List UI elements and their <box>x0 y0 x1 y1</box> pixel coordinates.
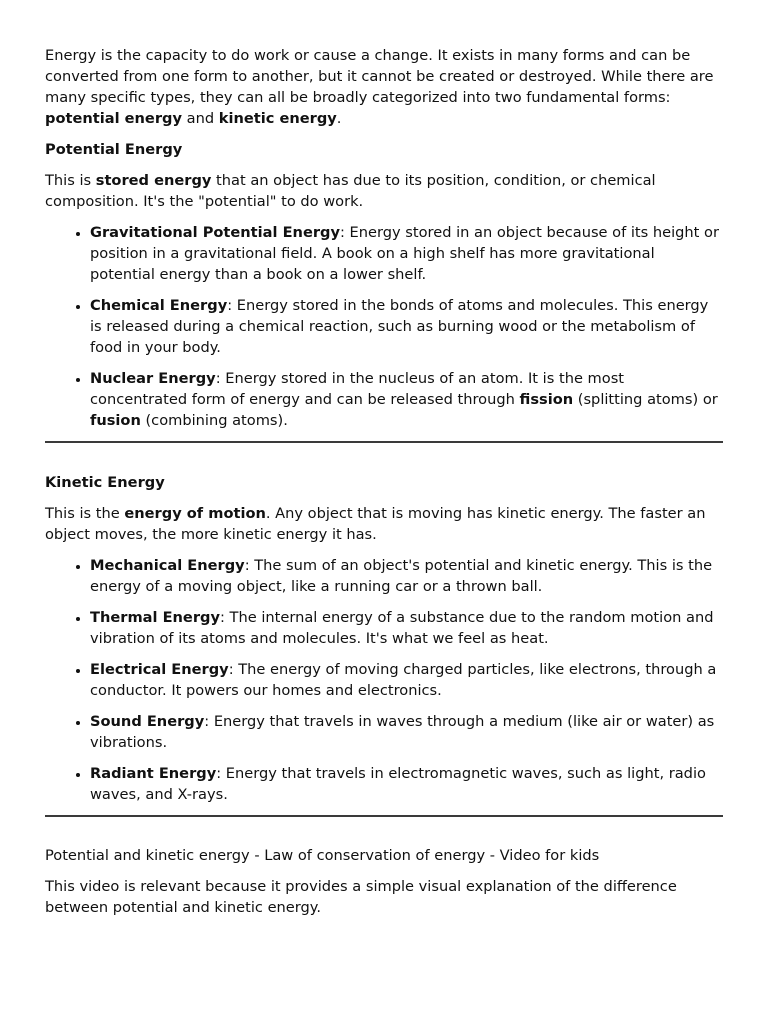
list-item-text: (splitting atoms) or <box>573 391 718 408</box>
description-text: This is <box>45 172 96 189</box>
list-item-radiant <box>90 763 723 805</box>
list-item-text: : Energy stored in the bonds of atoms and molecules. This energy is released during a chemical reaction, such as burning wood or the metabolism of food in your body. <box>90 297 709 356</box>
list-item-term: Radiant Energy <box>90 765 217 782</box>
list-item-term: Sound Energy <box>90 713 205 730</box>
list-item-term: Thermal Energy <box>90 609 220 626</box>
list-item-gravitational <box>90 222 723 285</box>
video-description: This video is relevant because it provides a simple visual explanation of the difference between potential and kinetic energy. <box>45 878 677 916</box>
list-item-electrical <box>90 659 723 701</box>
list-item-term: Nuclear Energy <box>90 370 216 387</box>
description-text: that an object has due to its position, condition, or chemical composition. It's the "potential" to do work. <box>45 172 656 210</box>
description-text: . Any object that is moving has kinetic energy. The faster an object moves, the more kinetic energy it has. <box>45 505 706 543</box>
list-item-text: : Energy that travels in electromagnetic waves, such as light, radio waves, and X-rays. <box>90 765 706 803</box>
intro-term-potential: potential energy <box>45 110 182 127</box>
intro-text: . <box>336 110 342 127</box>
list-item-text: : Energy stored in an object because of its height or position in a gravitational field. A book on a high shelf has more gravitational potential energy than a book on a lower shelf. <box>90 224 719 283</box>
section-divider <box>45 441 723 443</box>
intro-term-kinetic: kinetic energy <box>218 110 337 127</box>
list-item-term: Gravitational Potential Energy <box>90 224 340 241</box>
intro-text: and <box>182 110 219 127</box>
video-title: Potential and kinetic energy - Law of conservation of energy - Video for kids <box>45 847 600 864</box>
intro-paragraph <box>45 45 723 129</box>
potential-energy-heading: Potential Energy <box>45 141 183 158</box>
list-item-text: : The internal energy of a substance due to the random motion and vibration of its atoms and molecules. It's what we feel as heat. <box>90 609 714 647</box>
kinetic-energy-heading: Kinetic Energy <box>45 474 165 491</box>
description-term: energy of motion <box>124 505 266 522</box>
list-item-term: Mechanical Energy <box>90 557 245 574</box>
description-term: stored energy <box>95 172 212 189</box>
list-item-term-fission: fission <box>519 391 574 408</box>
list-item-term: Electrical Energy <box>90 661 229 678</box>
document-page <box>45 0 723 918</box>
list-item-text: (combining atoms). <box>140 412 288 429</box>
description-text: This is the <box>45 505 125 522</box>
potential-energy-list <box>45 222 723 431</box>
list-item-thermal <box>90 607 723 649</box>
list-item-mechanical <box>90 555 723 597</box>
list-item-text: : The energy of moving charged particles, like electrons, through a conductor. It powers our homes and electronics. <box>90 661 717 699</box>
list-item-text: : Energy that travels in waves through a medium (like air or water) as vibrations. <box>90 713 715 751</box>
list-item-text: : The sum of an object's potential and kinetic energy. This is the energy of a moving object, like a running car or a thrown ball. <box>90 557 713 595</box>
potential-energy-description <box>45 170 723 212</box>
section-divider <box>45 815 723 817</box>
list-item-term-fusion: fusion <box>90 412 141 429</box>
kinetic-energy-list <box>45 555 723 805</box>
kinetic-energy-description <box>45 503 723 545</box>
list-item-chemical <box>90 295 723 358</box>
list-item-term: Chemical Energy <box>90 297 228 314</box>
list-item-sound <box>90 711 723 753</box>
list-item-nuclear <box>90 368 723 431</box>
intro-text: Energy is the capacity to do work or cause a change. It exists in many forms and can be converted from one form to another, but it cannot be created or destroyed. While there are many specific types, they can all be broadly categorized into two fundamental forms: <box>45 47 714 106</box>
list-item-text: : Energy stored in the nucleus of an atom. It is the most concentrated form of energy and can be released through <box>90 370 625 408</box>
